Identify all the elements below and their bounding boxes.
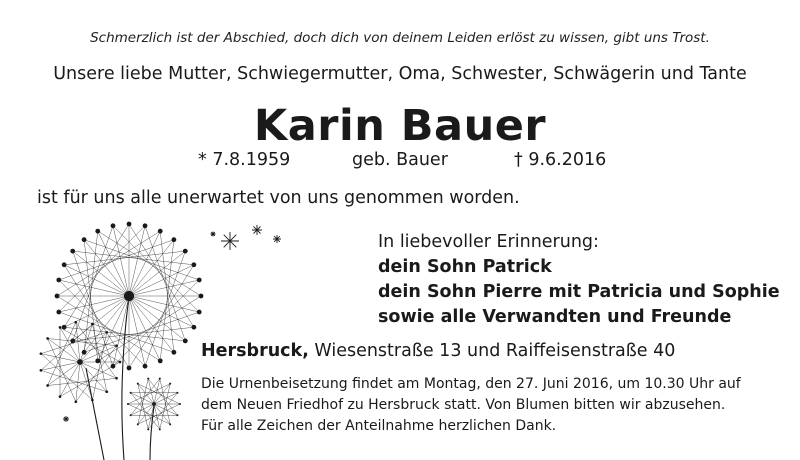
seed-tip [169,423,171,425]
seed-tip [127,222,132,227]
seed-tip [137,423,139,425]
flower-core [124,291,134,301]
seed-tip [137,383,139,385]
seed-tip [40,369,43,372]
birth-date: * 7.8.1959 [198,150,291,170]
seed-tip [199,294,204,299]
motto: Schmerzlich ist der Abschied, doch dich von deinem Leiden erlöst zu wissen, gibt uns Trost. [90,30,710,46]
seed-tip [46,337,49,340]
flower-core [77,359,83,365]
seed-tip [55,294,60,299]
remembrance-heading: In liebevoller Erinnerung: [378,232,599,252]
seed-tip [197,278,202,283]
seed-tip [105,390,108,393]
mourner-line: sowie alle Verwandten und Freunde [378,307,732,327]
flower-core [152,402,156,406]
seed-tip [183,249,188,254]
stem [86,368,104,460]
seed-tip [130,414,132,416]
seed-tip [191,325,196,330]
funeral-note-line: dem Neuen Friedhof zu Hersbruck statt. Von Blumen bitten wir abzusehen. [201,397,726,413]
death-date: † 9.6.2016 [514,150,607,170]
seed-tip [115,344,118,347]
seed-tip [171,237,176,242]
seed-tip [40,352,43,355]
address-line [201,341,675,361]
seed-tip [59,326,62,329]
funeral-note-line: Die Urnenbeisetzung findet am Montag, den 27. Juni 2016, um 10.30 Uhr auf [201,376,741,392]
seed-tip [191,262,196,267]
seed-tip [115,377,118,380]
seed-tip [143,364,148,369]
funeral-note-line: Für alle Zeichen der Anteilnahme herzlichen Dank. [201,418,557,434]
stem [122,296,129,460]
mourner-line: dein Sohn Patrick [378,257,552,277]
seed-tip [91,323,94,326]
stem [150,406,154,460]
seed-tip [159,428,161,430]
seed-tip [95,229,100,234]
seed-tip [127,366,132,371]
seed-tip [74,321,77,324]
seed-tip [62,262,67,267]
seed-tip [171,350,176,355]
address-streets: Wiesenstraße 13 und Raiffeisenstraße 40 [308,341,676,361]
seed-tip [158,358,163,363]
seed-tip [70,249,75,254]
seed-tip [130,392,132,394]
address-city: Hersbruck, [201,341,309,361]
seed-tip [56,278,61,283]
seed-tip [111,223,116,228]
seed-sparkle [273,235,281,243]
seed-sparkle [221,232,239,250]
seed-tip [183,338,188,343]
mourner-line: dein Sohn Pierre mit Patricia und Sophie [378,282,780,302]
seed-tip [179,403,181,405]
seed-tip [91,399,94,402]
seed-tip [105,331,108,334]
seed-tip [59,395,62,398]
seed-tip [82,237,87,242]
seed-tip [46,384,49,387]
statement: ist für uns alle unerwartet von uns genommen worden. [37,188,520,208]
seed-tip [127,403,129,405]
seed-tip [176,392,178,394]
seed-sparkle [252,225,262,235]
maiden-name: geb. Bauer [352,150,448,170]
seed-tip [119,361,122,364]
seed-tip [158,229,163,234]
seed-tip [147,378,149,380]
deceased-name: Karin Bauer [253,101,547,151]
seed-tip [169,383,171,385]
seed-tip [95,358,100,363]
seed-tip [176,414,178,416]
seed-sparkle [63,416,69,422]
seed-tip [74,400,77,403]
seed-tip [197,310,202,315]
seed-tip [56,310,61,315]
intro-line: Unsere liebe Mutter, Schwiegermutter, Oma, Schwester, Schwägerin und Tante [53,64,747,84]
seed-tip [143,223,148,228]
seed-tip [159,378,161,380]
seed-tip [147,428,149,430]
seed-sparkle [211,232,216,237]
